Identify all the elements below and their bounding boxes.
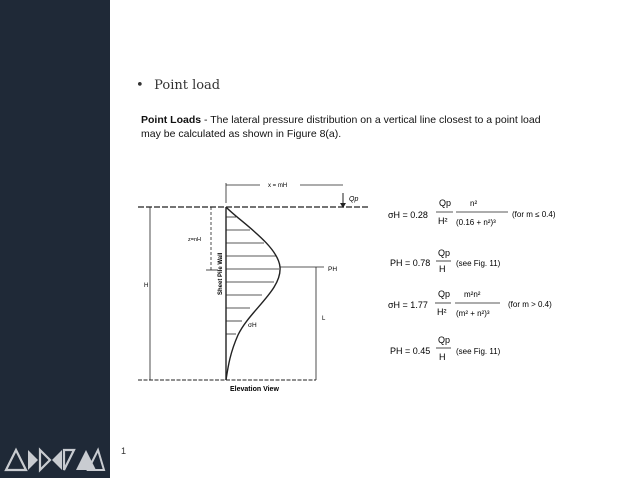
- description-paragraph: [141, 113, 561, 141]
- sidebar: [0, 0, 110, 478]
- point-load-figure: [138, 175, 608, 400]
- eq1-lhs: σH = 0.28: [388, 210, 428, 220]
- slide-content: [110, 0, 638, 478]
- eq2-lhs: PH = 0.78: [390, 258, 431, 268]
- eq3-num: Qp: [438, 289, 451, 299]
- eq3-den: H²: [437, 307, 447, 317]
- company-logo: [4, 446, 106, 474]
- equation-1: [388, 198, 556, 227]
- equation-4: [390, 335, 501, 362]
- page-number: 1: [121, 446, 127, 456]
- bullet-item: [136, 78, 220, 93]
- x-dimension-label: x = mH: [268, 183, 288, 189]
- eq4-num: Qp: [438, 335, 451, 345]
- eq1-condition: (for m ≤ 0.4): [512, 210, 556, 219]
- z-dimension-label: z=nH: [188, 237, 201, 243]
- bullet-dot: •: [136, 78, 144, 93]
- eq4-lhs: PH = 0.45: [390, 346, 431, 356]
- eq1-den2: (0.16 + n²)³: [456, 218, 496, 227]
- equation-2: [390, 248, 501, 274]
- eq3-den2: (m² + n²)³: [456, 309, 490, 318]
- qp-label: Qp: [349, 196, 359, 203]
- h-dimension-label: H: [144, 283, 149, 289]
- eq1-den: H²: [438, 216, 448, 226]
- para-title: Point Loads: [141, 114, 202, 126]
- elevation-view-caption: Elevation View: [230, 386, 279, 393]
- eq1-num: Qp: [439, 198, 452, 208]
- ph-label: PH: [328, 266, 338, 273]
- equation-3: [388, 289, 552, 318]
- eq1-num2: n²: [470, 199, 478, 208]
- l-dimension-label: L: [322, 316, 326, 322]
- sheet-pile-wall-label: Sheet Pile Wall: [218, 252, 224, 295]
- eq2-condition: (see Fig. 11): [456, 259, 501, 268]
- eq3-num2: m²n²: [464, 290, 481, 299]
- para-text: - The lateral pressure distribution on a vertical line closest to a point load may be calculated as shown in Figure 8(a).: [141, 114, 541, 140]
- eq2-den: H: [439, 264, 446, 274]
- eq4-den: H: [439, 352, 446, 362]
- eq3-condition: (for m > 0.4): [508, 300, 552, 309]
- eq3-lhs: σH = 1.77: [388, 300, 428, 310]
- eq2-num: Qp: [438, 248, 451, 258]
- bullet-text: Point load: [154, 78, 221, 93]
- eq4-condition: (see Fig. 11): [456, 347, 501, 356]
- sigma-h-label: σH: [248, 322, 257, 329]
